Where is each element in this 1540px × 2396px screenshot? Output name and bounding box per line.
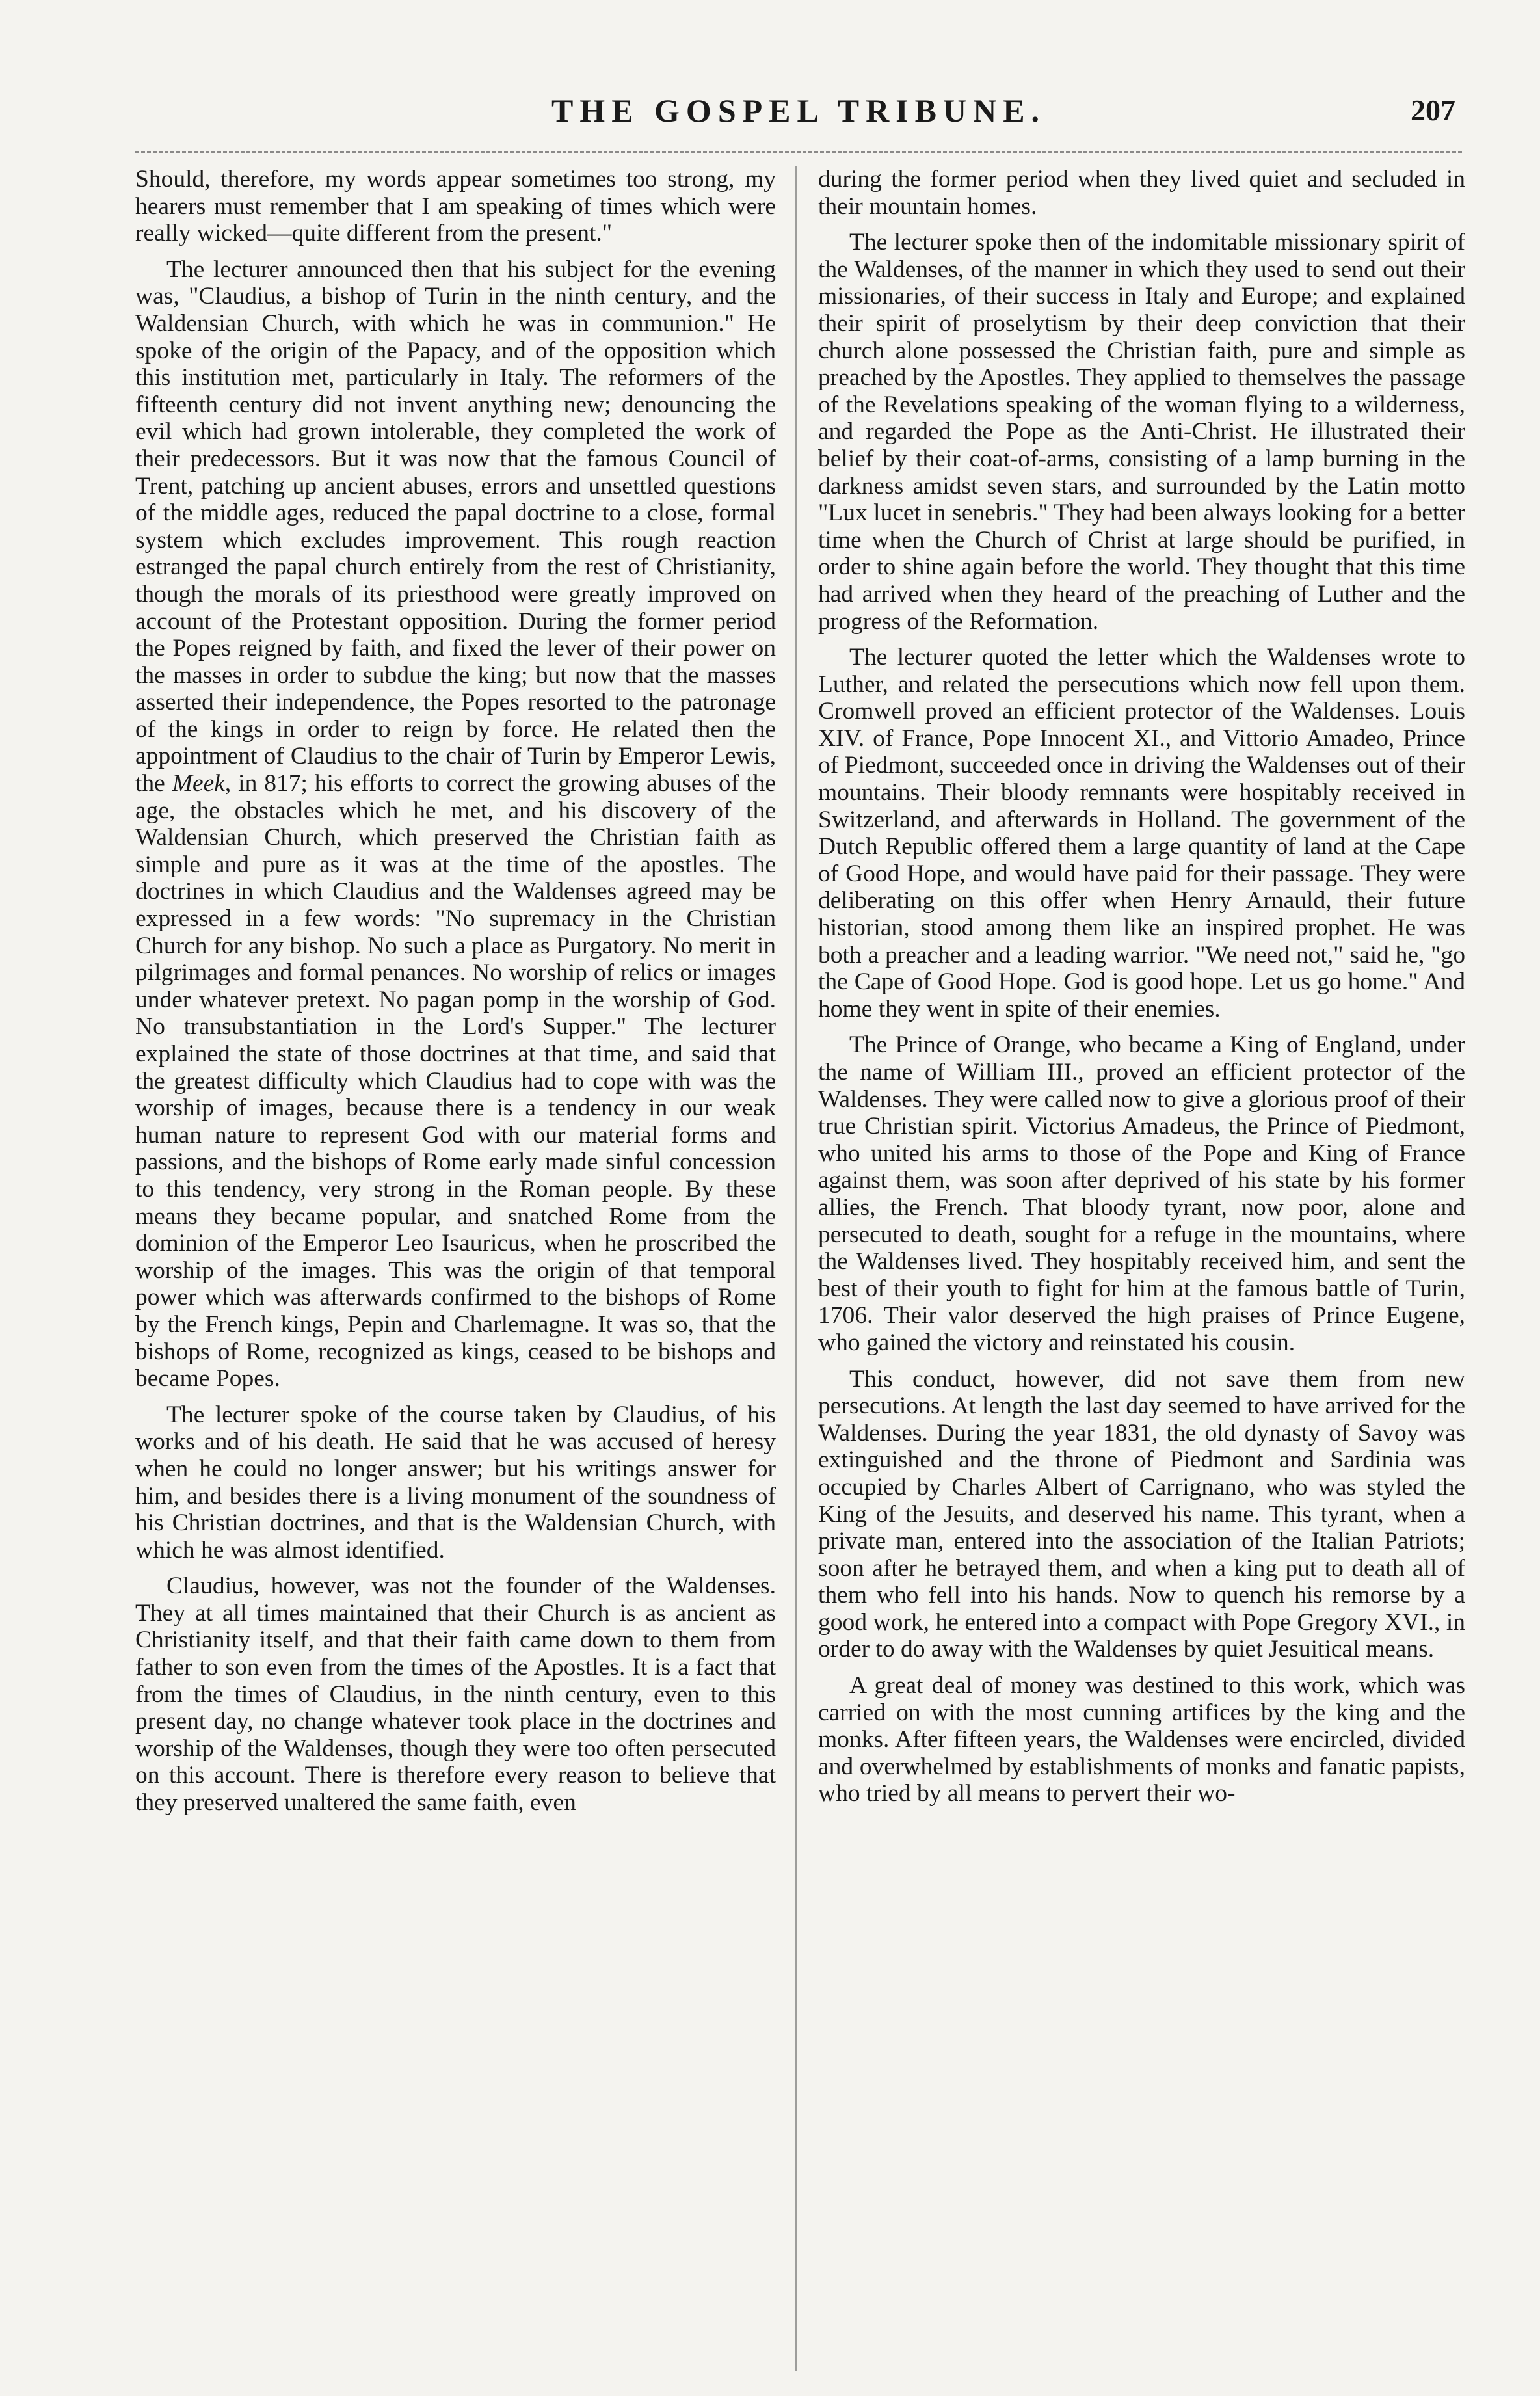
paragraph: Claudius, however, was not the founder of the Waldenses. They at all times maintained that their Church is as ancient as Christianity itself, and that their faith came down to them from father to son even from the times of the Apostles. It is a fact that from the times of Claudius, in the ninth century, even to this present day, no change whatever took place in the doctrines and worship of the Waldenses, though they were too often persecuted on this account. There is therefore every reason to believe that they preserved unaltered the same faith, even: [135, 1573, 776, 1817]
header-rule: [135, 151, 1462, 153]
column-divider: [795, 166, 797, 2371]
paragraph: A great deal of money was destined to this work, which was carried on with the most cunning artifices by the king and the monks. After fifteen years, the Waldenses were encircled, divided and overwhelmed by establishments of monks and fanatic papists, who tried by all means to pervert their wo-: [818, 1672, 1465, 1807]
right-column: [818, 166, 1465, 2374]
paragraph-text: The lecturer announced then that his subject for the evening was, "Claudius, a bishop of Turin in the ninth century, and the Waldensian Church, with which he was in communion." He spoke of the origin of the Papacy, and of the opposition which this institution met, particularly in Italy. The reformers of the fifteenth century did not invent anything new; denouncing the evil which had grown intolerable, they completed the work of their predecessors. But it was now that the famous Council of Trent, patching up ancient abuses, errors and unsettled questions of the middle ages, reduced the papal doctrine to a close, formal system which excludes improvement. This rough reaction estranged the papal church entirely from the rest of Christianity, though the morals of its priesthood were greatly improved on account of the Protestant opposition. During the former period the Popes reigned by faith, and fixed the lever of their power on the masses in order to subdue the king; but now that the masses asserted their independence, the Popes resorted to the patronage of the kings in order to reign by force. He related then the appointment of Claudius to the chair of Turin by Emperor Lewis, the: [135, 256, 776, 797]
page-header: [135, 91, 1462, 163]
left-column: [135, 166, 776, 2374]
italic-epithet: Meek: [172, 770, 225, 797]
page-number: 207: [1411, 94, 1455, 127]
paragraph: during the former period when they lived quiet and secluded in their mountain homes.: [818, 166, 1465, 220]
paragraph: The lecturer spoke then of the indomitable missionary spirit of the Waldenses, of the manner in which they used to send out their missionaries, of their success in Italy and Europe; and explained their spirit of proselytism by their deep conviction that their church alone possessed the Christian faith, pure and simple as preached by the Apostles. They applied to themselves the passage of the Revelations speaking of the woman flying to a wilderness, and regarded the Pope as the Anti-Christ. He illustrated their belief by their coat-of-arms, consisting of a lamp burning in the darkness amidst seven stars, and surrounded by the Latin motto "Lux lucet in senebris." They had been always looking for a better time when the Church of Christ at large should be purified, in order to shine again before the world. They thought that this time had arrived when they heard of the preaching of Luther and the progress of the Reformation.: [818, 229, 1465, 635]
paragraph: The lecturer spoke of the course taken by Claudius, of his works and of his death. He said that he was accused of heresy when he could no longer answer; but his writings answer for him, and besides there is a living monument of the soundness of his Christian doctrines, and that is the Waldensian Church, with which he was almost identified.: [135, 1401, 776, 1564]
paragraph: [135, 256, 776, 1392]
running-title: THE GOSPEL TRIBUNE.: [551, 92, 1046, 129]
paragraph: This conduct, however, did not save them from new persecutions. At length the last day seemed to have arrived for the Waldenses. During the year 1831, the old dynasty of Savoy was extinguished and the throne of Piedmont and Sardinia was occupied by Charles Albert of Carrignano, who was styled the King of the Jesuits, and deserved his name. This tyrant, when a private man, entered into the association of the Italian Patriots; soon after he betrayed them, and when a king put to death all of them who fell into his hands. Now to quench his remorse by a good work, he entered into a compact with Pope Gregory XVI., in order to do away with the Waldenses by quiet Jesuitical means.: [818, 1365, 1465, 1663]
paragraph: The Prince of Orange, who became a King of England, under the name of William III., proved an efficient protector of the Waldenses. They were called now to give a glorious proof of their true Christian spirit. Victorius Amadeus, the Prince of Piedmont, who united his arms to those of the Pope and King of France against them, was soon after deprived of his state by his former allies, the French. That bloody tyrant, now poor, alone and persecuted to death, sought for a refuge in the mountains, where the Waldenses lived. They hospitably received him, and sent the best of their youth to fight for him at the famous battle of Turin, 1706. Their valor deserved the high praises of Prince Eugene, who gained the victory and reinstated his cousin.: [818, 1032, 1465, 1356]
paragraph: The lecturer quoted the letter which the Waldenses wrote to Luther, and related the persecutions which now fell upon them. Cromwell proved an efficient protector of the Waldenses. Louis XIV. of France, Pope Innocent XI., and Vittorio Amadeo, Prince of Piedmont, succeeded once in driving the Waldenses out of their mountains. Their bloody remnants were hospitably received in Switzerland, and afterwards in Holland. The government of the Dutch Republic offered them a large quantity of land at the Cape of Good Hope, and would have paid for their passage. They were deliberating on this offer when Henry Arnauld, their future historian, stood among them like an inspired prophet. He was both a preacher and a leading warrior. "We need not," said he, "go the Cape of Good Hope. God is good hope. Let us go home." And home they went in spite of their enemies.: [818, 644, 1465, 1022]
paragraph: Should, therefore, my words appear sometimes too strong, my hearers must remember that I am speaking of times which were really wicked—quite different from the present.": [135, 166, 776, 247]
paragraph-text: , in 817; his efforts to correct the growing abuses of the age, the obstacles which he met, and his discovery of the Waldensian Church, which preserved the Christian faith as simple and pure as it was at the time of the apostles. The doctrines in which Claudius and the Waldenses agreed may be expressed in a few words: "No supremacy in the Christian Church for any bishop. No such a place as Purgatory. No merit in pilgrimages and formal penances. No worship of relics or images under whatever pretext. No pagan pomp in the worship of God. No transubstantiation in the Lord's Supper." The lecturer explained the state of those doctrines at that time, and said that the greatest difficulty which Claudius had to cope with was the worship of images, because there is a tendency in our weak human nature to represent God with our material forms and passions, and the bishops of Rome early made sinful concession to this tendency, very strong in the Roman people. By these means they became popular, and snatched Rome from the dominion of the Emperor Leo Isauricus, when he proscribed the worship of the images. This was the origin of that temporal power which was afterwards confirmed to the bishops of Rome by the French kings, Pepin and Charlemagne. It was so, that the bishops of Rome, recognized as kings, ceased to be bishops and became Popes.: [135, 770, 776, 1392]
